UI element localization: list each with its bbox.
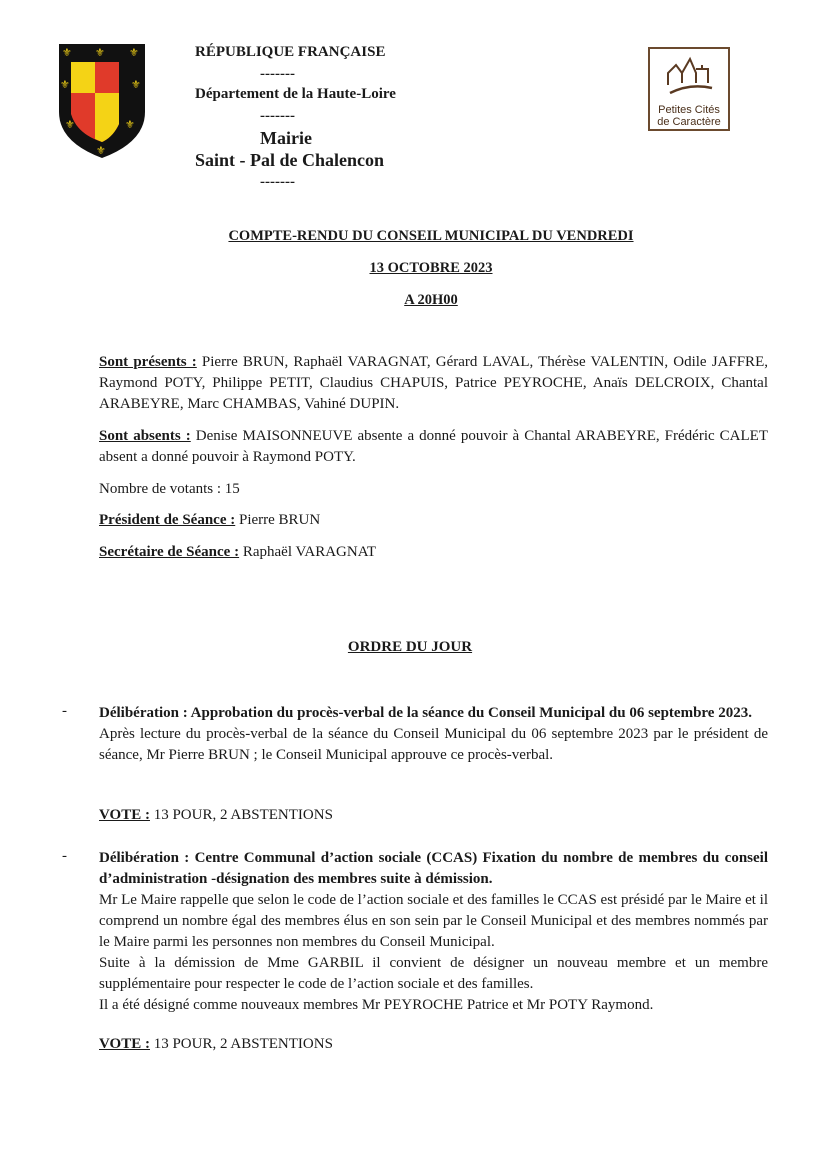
present-members xyxy=(99,352,768,415)
logo-text: de Caractère xyxy=(657,116,721,128)
report-title: COMPTE-RENDU DU CONSEIL MUNICIPAL DU VENDREDI xyxy=(228,228,634,244)
separator: ------- xyxy=(260,174,295,190)
agenda-item xyxy=(99,703,768,766)
absent-label: Sont absents : xyxy=(99,428,191,444)
present-label: Sont présents : xyxy=(99,354,197,370)
mairie-label: Mairie xyxy=(260,128,312,148)
agenda-item xyxy=(99,848,768,1016)
absent-list: Denise MAISONNEUVE absente a donné pouvoir à Chantal ARABEYRE, Frédéric CALET absent a donné pouvoir à Raymond POTY. xyxy=(99,428,769,465)
agenda-item-title: Délibération : Approbation du procès-verbal de la séance du Conseil Municipal du 06 septembre 2023. xyxy=(99,705,752,721)
svg-text:⚜: ⚜ xyxy=(95,46,105,59)
present-list: Pierre BRUN, Raphaël VARAGNAT, Gérard LAVAL, Thérèse VALENTIN, Odile JAFFRE, Raymond POTY, Philippe PETIT, Claudius CHAPUIS, Patrice PEYROCHE, Anaïs DELCROIX, Chantal ARABEYRE, Marc CHAMBAS, Vahiné DUPIN. xyxy=(99,354,768,412)
agenda-item-body: Après lecture du procès-verbal de la séance du Conseil Municipal du 06 septembre 2023 par le président de séance, Mr Pierre BRUN ; le Conseil Municipal approuve ce procès-verbal. xyxy=(99,726,768,763)
secretary-name: Raphaël VARAGNAT xyxy=(239,544,377,560)
agenda-heading: ORDRE DU JOUR xyxy=(347,639,473,655)
svg-text:⚜: ⚜ xyxy=(96,144,106,157)
report-time: A 20H00 xyxy=(404,292,458,308)
report-date: 13 OCTOBRE 2023 xyxy=(369,260,493,276)
agenda-item-body: Suite à la démission de Mme GARBIL il convient de désigner un nouveau membre et un membre supplémentaire pour respecter le code de l’action sociale et des familles. xyxy=(99,955,768,992)
agenda-item-body: Il a été désigné comme nouveaux membres Mr PEYROCHE Patrice et Mr POTY Raymond. xyxy=(99,997,654,1013)
coat-of-arms-logo xyxy=(57,42,147,160)
svg-text:⚜: ⚜ xyxy=(125,118,135,131)
vote-label: VOTE : xyxy=(99,807,150,823)
republic-heading: RÉPUBLIQUE FRANÇAISE xyxy=(195,44,386,60)
department: Département de la Haute-Loire xyxy=(195,86,396,102)
commune-name: Saint - Pal de Chalencon xyxy=(195,150,385,170)
svg-text:⚜: ⚜ xyxy=(62,46,72,59)
absent-members xyxy=(99,426,768,468)
president xyxy=(99,510,768,531)
agenda-item-body: Mr Le Maire rappelle que selon le code de l’action sociale et des familles le CCAS est présidé par le Maire et il comprend un nombre égal des membres élus en son sein par le Conseil Municipal et des membres nommés par le Maire parmi les personnes non membres du Conseil Municipal. xyxy=(99,892,768,950)
vote-value: 13 POUR, 2 ABSTENTIONS xyxy=(149,1036,333,1052)
separator: ------- xyxy=(260,108,295,124)
list-dash: - xyxy=(62,703,67,719)
secretary xyxy=(99,542,768,563)
logo-text: Petites Cités xyxy=(658,104,720,116)
president-name: Pierre BRUN xyxy=(235,512,321,528)
svg-text:⚜: ⚜ xyxy=(131,78,141,91)
svg-text:⚜: ⚜ xyxy=(129,46,139,59)
vote-value: 13 POUR, 2 ABSTENTIONS xyxy=(149,807,333,823)
voters-count: Nombre de votants : 15 xyxy=(99,481,240,497)
list-dash: - xyxy=(62,848,67,864)
village-icon xyxy=(664,55,716,99)
svg-text:⚜: ⚜ xyxy=(65,118,75,131)
vote-result xyxy=(99,805,768,826)
vote-label: VOTE : xyxy=(99,1036,150,1052)
petites-cites-logo xyxy=(648,47,730,131)
secretary-label: Secrétaire de Séance : xyxy=(99,544,240,560)
agenda-item-title: Délibération : Centre Communal d’action sociale (CCAS) Fixation du nombre de membres du conseil d’administration -désignation des membres suite à démission. xyxy=(99,850,768,887)
vote-result xyxy=(99,1034,768,1055)
svg-text:⚜: ⚜ xyxy=(60,78,70,91)
president-label: Président de Séance : xyxy=(99,512,236,528)
separator: ------- xyxy=(260,66,295,82)
